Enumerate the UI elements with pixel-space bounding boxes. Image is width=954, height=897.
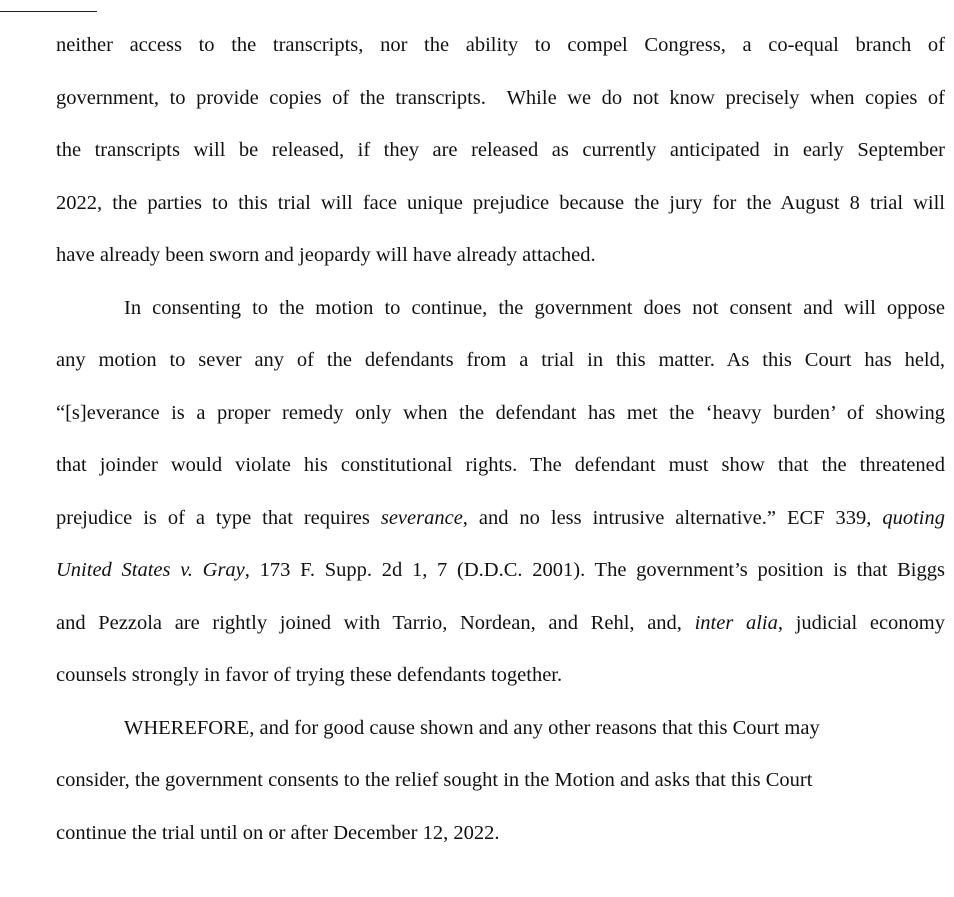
text-line: neither access to the transcripts, nor the ability to compel Congress, a co-equal branch of: [56, 34, 945, 56]
document-body: [56, 28, 945, 868]
text-line: have already been sworn and jeopardy will have already attached.: [56, 244, 596, 266]
text-line: 2022, the parties to this trial will face unique prejudice because the jury for the August 8 trial will: [56, 191, 945, 214]
text-line: prejudice is of a type that requires severance, and no less intrusive alternative.” ECF 339, quoting: [56, 506, 945, 529]
text-line: counsels strongly in favor of trying these defendants together.: [56, 664, 563, 686]
italic-term: severance: [380, 506, 463, 529]
text-line: continue the trial until on or after December 12, 2022.: [56, 821, 500, 844]
italic-term: inter alia: [694, 611, 778, 634]
text-line: any motion to sever any of the defendants from a trial in this matter. As this Court has held,: [56, 349, 945, 371]
text-line: the transcripts will be released, if they are released as currently anticipated in early September: [56, 139, 945, 161]
text-line: United States v. Gray, 173 F. Supp. 2d 1, 7 (D.D.C. 2001). The government’s position is that Biggs: [56, 559, 945, 581]
text-line: government, to provide copies of the transcripts. While we do not know precisely when copies of: [56, 86, 945, 109]
text-line: WHEREFORE, and for good cause shown and any other reasons that this Court may: [124, 716, 820, 739]
text-line: and Pezzola are rightly joined with Tarrio, Nordean, and Rehl, and, inter alia, judicial economy: [56, 611, 945, 634]
footnote-separator-rule: [0, 11, 97, 12]
italic-term: quoting: [882, 506, 945, 529]
text-line: In consenting to the motion to continue, the government does not consent and will oppose: [124, 296, 945, 319]
text-line: consider, the government consents to the relief sought in the Motion and asks that this Court: [56, 769, 813, 791]
text-line: “[s]everance is a proper remedy only when the defendant has met the ‘heavy burden’ of showing: [56, 401, 945, 424]
text-line: that joinder would violate his constitutional rights. The defendant must show that the threatened: [56, 454, 945, 476]
case-citation: United States v. Gray: [56, 559, 245, 581]
